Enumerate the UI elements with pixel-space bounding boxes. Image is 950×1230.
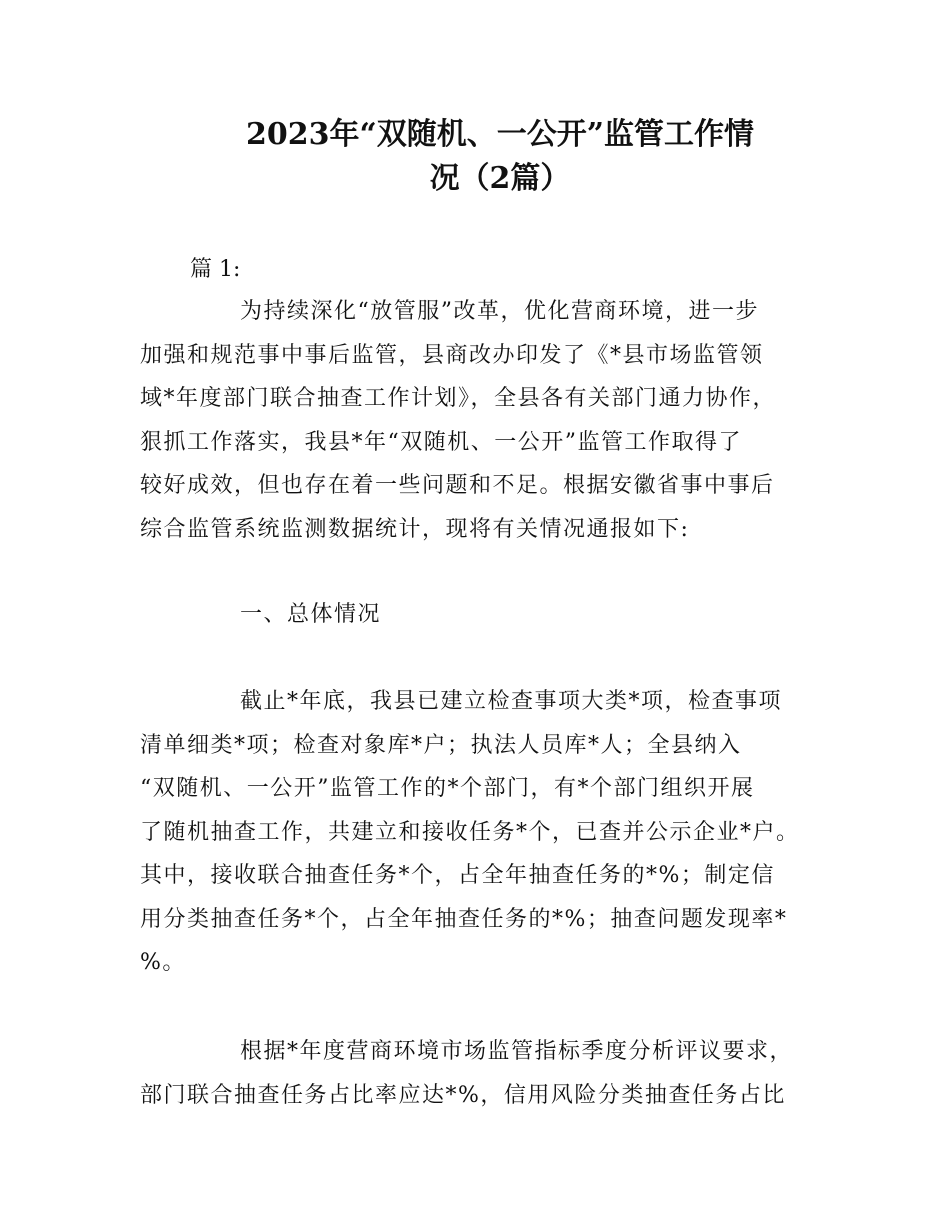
- paragraph-3: [140, 1030, 820, 1117]
- paragraph-line: %。: [140, 950, 186, 975]
- paragraph-line: 截止*年底，我县已建立检查事项大类*项，检查事项: [240, 689, 783, 714]
- paragraph-line: 较好成效，但也存在着一些问题和不足。根据安徽省事中事后: [140, 473, 775, 498]
- paragraph-2: [140, 680, 820, 985]
- paragraph-line: 了随机抽查工作，共建立和接收任务*个，已查并公示企业*户。: [140, 819, 800, 845]
- document-title: [180, 113, 820, 201]
- paragraph-line: 根据*年度营商环境市场监管指标季度分析评议要求，: [240, 1039, 794, 1064]
- paragraph-line: “双随机、一公开”监管工作的*个部门，有*个部门组织开展: [140, 776, 755, 801]
- title-line-2: 况（2篇）: [429, 161, 571, 196]
- paragraph-1: [140, 290, 820, 551]
- paragraph-line: 加强和规范事中事后监管，县商改办印发了《*县市场监管领: [140, 342, 764, 368]
- paragraph-line: 综合监管系统监测数据统计，现将有关情况通报如下:: [140, 516, 690, 542]
- section-heading: 一、总体情况: [240, 602, 382, 627]
- paragraph-line: 其中，接收联合抽查任务*个，占全年抽查任务的*%；制定信: [140, 863, 775, 888]
- paragraph-line: 域*年度部门联合抽查工作计划》，全县各有关部门通力协作，: [140, 386, 777, 411]
- paragraph-line: 狠抓工作落实，我县*年“双随机、一公开”监管工作取得了: [140, 429, 742, 455]
- paragraph-line: 部门联合抽查任务占比率应达*%，信用风险分类抽查任务占比: [140, 1082, 786, 1108]
- paragraph-line: 清单细类*项；检查对象库*户；执法人员库*人；全县纳入: [140, 732, 742, 758]
- section-label: 篇 1:: [190, 257, 241, 282]
- title-line-1: 2023年“双随机、一公开”监管工作情: [245, 117, 754, 152]
- paragraph-line: 为持续深化“放管服”改革，优化营商环境，进一步: [240, 299, 759, 324]
- paragraph-line: 用分类抽查任务*个，占全年抽查任务的*%；抽查问题发现率*: [140, 906, 788, 932]
